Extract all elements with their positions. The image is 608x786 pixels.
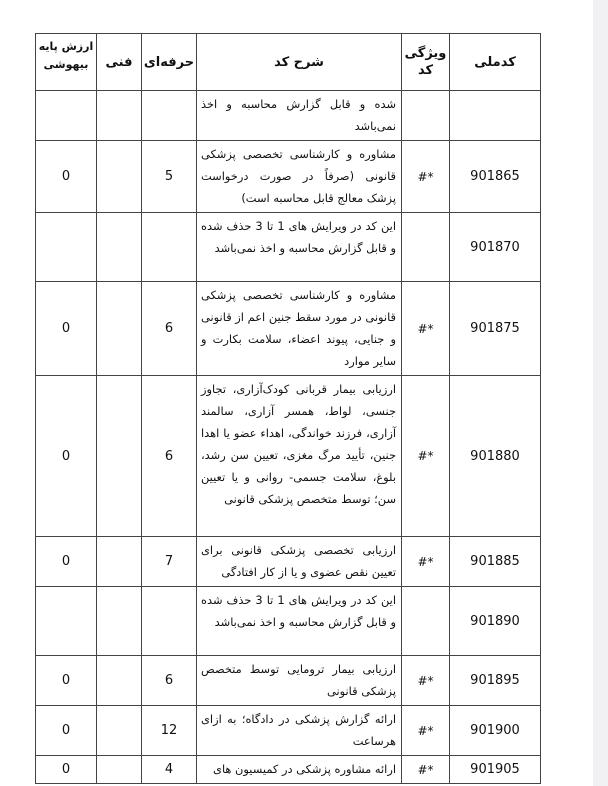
cell-description: ارائه مشاوره پزشکی در کمیسیون های [197, 756, 402, 784]
cell-code: 901870 [450, 213, 541, 282]
cell-code: 901865 [450, 141, 541, 213]
cell-code [450, 91, 541, 141]
cell-technical [97, 141, 142, 213]
table-row [36, 706, 541, 756]
header-description: شرح کد [197, 34, 402, 91]
cell-code: 901880 [450, 376, 541, 537]
cell-feature: #* [402, 756, 450, 784]
tariff-table [35, 33, 541, 784]
cell-professional: 6 [142, 376, 197, 537]
cell-description: مشاوره و کارشناسی تخصصی پزشکی قانونی (صرفاً در صورت درخواست پزشک معالج قابل محاسبه است) [197, 141, 402, 213]
cell-technical [97, 213, 142, 282]
cell-technical [97, 282, 142, 376]
cell-anesthesia: 0 [36, 537, 97, 587]
cell-anesthesia: 0 [36, 756, 97, 784]
cell-anesthesia: 0 [36, 141, 97, 213]
cell-description: این کد در ویرایش های 1 تا 3 حذف شده و قابل گزارش محاسبه و اخذ نمی‌باشد [197, 213, 402, 282]
cell-code: 901900 [450, 706, 541, 756]
table-row [36, 213, 541, 282]
cell-professional: 6 [142, 656, 197, 706]
cell-anesthesia: 0 [36, 376, 97, 537]
cell-feature [402, 213, 450, 282]
cell-code: 901875 [450, 282, 541, 376]
cell-description: ارزیابی بیمار قربانی کودک‌آزاری، تجاوز جنسی، لواط، همسر آزاری، سالمند آزاری، فرزند خواندگی، اهداء عضو یا اهدا جنین، تأیید مرگ مغزی، تعیین سن رشد، بلوغ، سلامت جسمی- روانی و یا تعیین سن؛ توسط متخصص پزشکی قانونی [197, 376, 402, 537]
cell-anesthesia [36, 91, 97, 141]
cell-technical [97, 656, 142, 706]
cell-professional: 7 [142, 537, 197, 587]
table-row [36, 656, 541, 706]
cell-code: 901895 [450, 656, 541, 706]
header-anesthesia: ارزش پایه بیهوشی [36, 34, 97, 91]
cell-technical [97, 706, 142, 756]
header-feature: ویژگی کد [402, 34, 450, 91]
table-row [36, 376, 541, 537]
table-row [36, 587, 541, 656]
cell-description: ارزیابی بیمار ترومایی توسط متخصص پزشکی قانونی [197, 656, 402, 706]
cell-professional [142, 587, 197, 656]
cell-anesthesia: 0 [36, 282, 97, 376]
header-code: کدملی [450, 34, 541, 91]
header-row [36, 34, 541, 91]
cell-code: 901885 [450, 537, 541, 587]
cell-professional: 6 [142, 282, 197, 376]
header-professional: حرفه‌ای [142, 34, 197, 91]
page-edge-strip [593, 0, 608, 786]
cell-technical [97, 587, 142, 656]
cell-technical [97, 91, 142, 141]
cell-technical [97, 756, 142, 784]
cell-description: مشاوره و کارشناسی تخصصی پزشکی قانونی در مورد سقط جنین اعم از قانونی و جنایی، پیوند اعضاء، سلامت بکارت و سایر موارد [197, 282, 402, 376]
cell-anesthesia [36, 213, 97, 282]
table-row [36, 756, 541, 784]
table-row [36, 91, 541, 141]
cell-professional: 12 [142, 706, 197, 756]
cell-description: این کد در ویرایش های 1 تا 3 حذف شده و قابل گزارش محاسبه و اخذ نمی‌باشد [197, 587, 402, 656]
cell-anesthesia [36, 587, 97, 656]
cell-feature: #* [402, 706, 450, 756]
cell-feature: #* [402, 376, 450, 537]
cell-anesthesia: 0 [36, 656, 97, 706]
cell-feature [402, 91, 450, 141]
table-row [36, 282, 541, 376]
table-row [36, 537, 541, 587]
cell-anesthesia: 0 [36, 706, 97, 756]
cell-professional: 5 [142, 141, 197, 213]
cell-code: 901905 [450, 756, 541, 784]
cell-technical [97, 376, 142, 537]
cell-feature: #* [402, 141, 450, 213]
cell-professional [142, 213, 197, 282]
cell-feature: #* [402, 656, 450, 706]
cell-description: ارائه گزارش پزشکی در دادگاه؛ به ازای هرساعت [197, 706, 402, 756]
cell-professional: 4 [142, 756, 197, 784]
table-row [36, 141, 541, 213]
cell-description: ارزیابی تخصصی پزشکی قانونی برای تعیین نقص عضوی و یا از کار افتادگی [197, 537, 402, 587]
cell-feature [402, 587, 450, 656]
cell-feature: #* [402, 537, 450, 587]
cell-feature: #* [402, 282, 450, 376]
cell-professional [142, 91, 197, 141]
header-technical: فنی [97, 34, 142, 91]
cell-technical [97, 537, 142, 587]
cell-description: شده و قابل گزارش محاسبه و اخذ نمی‌باشد [197, 91, 402, 141]
cell-code: 901890 [450, 587, 541, 656]
